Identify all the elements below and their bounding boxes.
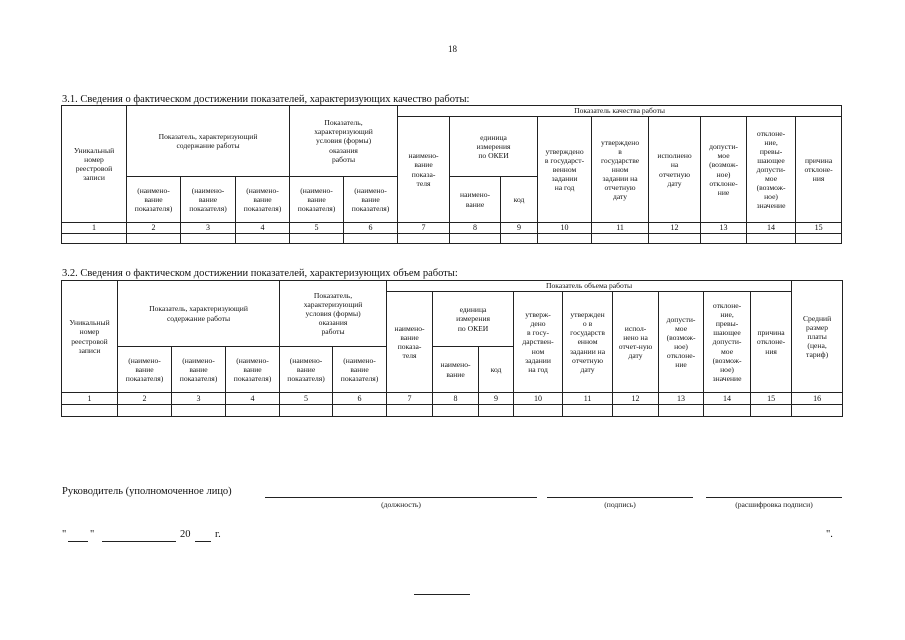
empty-cell[interactable] [290, 234, 344, 244]
header-average-price: Средний размер платы (цена, тариф) [792, 281, 843, 393]
date-year-prefix: 20 [180, 529, 191, 540]
header-approved-year: утверж- дено в госу- дарствен- ном задании на год [514, 292, 563, 393]
column-number: 7 [398, 223, 450, 234]
header-sub-name: (наимено- вание показателя) [127, 177, 181, 223]
header-deviation-reason: причина отклоне- ния [751, 292, 792, 393]
table-row [62, 405, 843, 417]
header-approved-date: утвержден о в государств енном задании на отчетную дату [563, 292, 613, 393]
column-number: 11 [592, 223, 649, 234]
header-unit-okei: единица измерения по ОКЕИ [450, 117, 538, 177]
column-number: 4 [236, 223, 290, 234]
header-executed: исполнено на отчетную дату [649, 117, 701, 223]
empty-cell[interactable] [649, 234, 701, 244]
header-sub-name: (наимено- вание показателя) [333, 347, 387, 393]
column-number: 11 [563, 393, 613, 405]
column-number: 1 [62, 223, 127, 234]
header-sub-name: (наимено- вание показателя) [181, 177, 236, 223]
column-number: 5 [280, 393, 333, 405]
empty-cell[interactable] [62, 234, 127, 244]
column-number: 14 [704, 393, 751, 405]
column-number: 13 [659, 393, 704, 405]
empty-cell[interactable] [659, 405, 704, 417]
column-number: 6 [333, 393, 387, 405]
date-day-line[interactable] [68, 541, 88, 542]
column-number: 4 [226, 393, 280, 405]
header-indicator-name: наимено- вание показа- теля [398, 117, 450, 223]
header-allowed-deviation: допусти- мое (возмож- ное) отклоне- ние [701, 117, 747, 223]
empty-cell[interactable] [701, 234, 747, 244]
decoding-line[interactable] [706, 497, 842, 498]
header-unit-code: код [501, 177, 538, 223]
column-number: 7 [387, 393, 433, 405]
header-sub-name: (наимено- вание показателя) [172, 347, 226, 393]
empty-cell[interactable] [479, 405, 514, 417]
section-3-1-title: 3.1. Сведения о фактическом достижении показателей, характеризующих качество работы: [62, 94, 470, 105]
header-unique-number: Уникальный номер реестровой записи [62, 106, 127, 223]
column-number: 10 [514, 393, 563, 405]
date-month-line[interactable] [102, 541, 176, 542]
header-exceeding-deviation: отклоне- ние, превы- шающее допусти- мое (возмож- ное) значение [747, 117, 796, 223]
date-year-line[interactable] [195, 541, 211, 542]
header-conditions-indicator: Показатель, характеризующий условия (формы) оказания работы [280, 281, 387, 347]
column-number: 12 [613, 393, 659, 405]
column-number: 15 [751, 393, 792, 405]
empty-cell[interactable] [118, 405, 172, 417]
empty-cell[interactable] [751, 405, 792, 417]
column-number: 10 [538, 223, 592, 234]
empty-cell[interactable] [236, 234, 290, 244]
empty-cell[interactable] [280, 405, 333, 417]
empty-cell[interactable] [792, 405, 843, 417]
column-number: 16 [792, 393, 843, 405]
header-executed: испол- нено на отчет-ную дату [613, 292, 659, 393]
column-number: 14 [747, 223, 796, 234]
header-unit-name: наимено- вание [450, 177, 501, 223]
empty-cell[interactable] [450, 234, 501, 244]
header-allowed-deviation: допусти- мое (возмож- ное) отклоне- ние [659, 292, 704, 393]
empty-cell[interactable] [433, 405, 479, 417]
column-number: 2 [127, 223, 181, 234]
header-unit-code: код [479, 347, 514, 393]
empty-cell[interactable] [613, 405, 659, 417]
column-number: 8 [433, 393, 479, 405]
header-sub-name: (наимено- вание показателя) [226, 347, 280, 393]
head-label: Руководитель (уполномоченное лицо) [62, 486, 232, 497]
empty-cell[interactable] [514, 405, 563, 417]
signature-caption: (подпись) [604, 500, 636, 509]
position-caption: (должность) [381, 500, 421, 509]
header-sub-name: (наимено- вание показателя) [290, 177, 344, 223]
header-sub-name: (наимено- вание показателя) [236, 177, 290, 223]
empty-cell[interactable] [172, 405, 226, 417]
empty-cell[interactable] [398, 234, 450, 244]
decoding-caption: (расшифровка подписи) [735, 500, 813, 509]
position-line[interactable] [265, 497, 537, 498]
empty-cell[interactable] [538, 234, 592, 244]
column-number: 12 [649, 223, 701, 234]
column-number: 2 [118, 393, 172, 405]
column-number: 1 [62, 393, 118, 405]
header-volume-group: Показатель объема работы [387, 281, 792, 292]
empty-cell[interactable] [127, 234, 181, 244]
signature-line[interactable] [547, 497, 693, 498]
column-number: 15 [796, 223, 842, 234]
page-separator [414, 594, 470, 595]
column-number: 9 [501, 223, 538, 234]
empty-cell[interactable] [501, 234, 538, 244]
empty-cell[interactable] [344, 234, 398, 244]
column-number: 6 [344, 223, 398, 234]
section-3-2-title: 3.2. Сведения о фактическом достижении показателей, характеризующих объем работы: [62, 268, 458, 279]
header-indicator-name: наимено- вание показа- теля [387, 292, 433, 393]
empty-cell[interactable] [226, 405, 280, 417]
header-conditions-indicator: Показатель, характеризующий условия (формы) оказания работы [290, 106, 398, 177]
header-exceeding-deviation: отклоне- ние, превы- шающее допусти- мое (возмож- ное) значение [704, 292, 751, 393]
empty-cell[interactable] [333, 405, 387, 417]
date-open-quote: " [62, 529, 67, 540]
header-approved-date: утверждено в государстве нном задании на отчетную дату [592, 117, 649, 223]
empty-cell[interactable] [62, 405, 118, 417]
header-unique-number: Уникальный номер реестровой записи [62, 281, 118, 393]
quality-table [61, 105, 842, 244]
empty-cell[interactable] [747, 234, 796, 244]
empty-cell[interactable] [704, 405, 751, 417]
volume-table [61, 280, 843, 417]
empty-cell[interactable] [796, 234, 842, 244]
empty-cell[interactable] [563, 405, 613, 417]
date-close-quote: " [90, 529, 95, 540]
empty-cell[interactable] [592, 234, 649, 244]
column-number: 3 [181, 223, 236, 234]
header-sub-name: (наимено- вание показателя) [280, 347, 333, 393]
header-approved-year: утверждено в государст- венном задании на год [538, 117, 592, 223]
closing-mark: ". [826, 529, 833, 540]
header-unit-okei: единица измерения по ОКЕИ [433, 292, 514, 347]
table-row [62, 234, 842, 244]
header-content-indicator: Показатель, характеризующий содержание работы [118, 281, 280, 347]
header-sub-name: (наимено- вание показателя) [118, 347, 172, 393]
column-number: 8 [450, 223, 501, 234]
empty-cell[interactable] [387, 405, 433, 417]
column-number: 5 [290, 223, 344, 234]
header-deviation-reason: причина отклоне- ния [796, 117, 842, 223]
column-number: 9 [479, 393, 514, 405]
column-number: 3 [172, 393, 226, 405]
empty-cell[interactable] [181, 234, 236, 244]
header-unit-name: наимено- вание [433, 347, 479, 393]
header-sub-name: (наимено- вание показателя) [344, 177, 398, 223]
header-quality-group: Показатель качества работы [398, 106, 842, 117]
column-number: 13 [701, 223, 747, 234]
header-content-indicator: Показатель, характеризующий содержание работы [127, 106, 290, 177]
page-number: 18 [448, 44, 457, 54]
date-year-suffix: г. [215, 529, 221, 540]
